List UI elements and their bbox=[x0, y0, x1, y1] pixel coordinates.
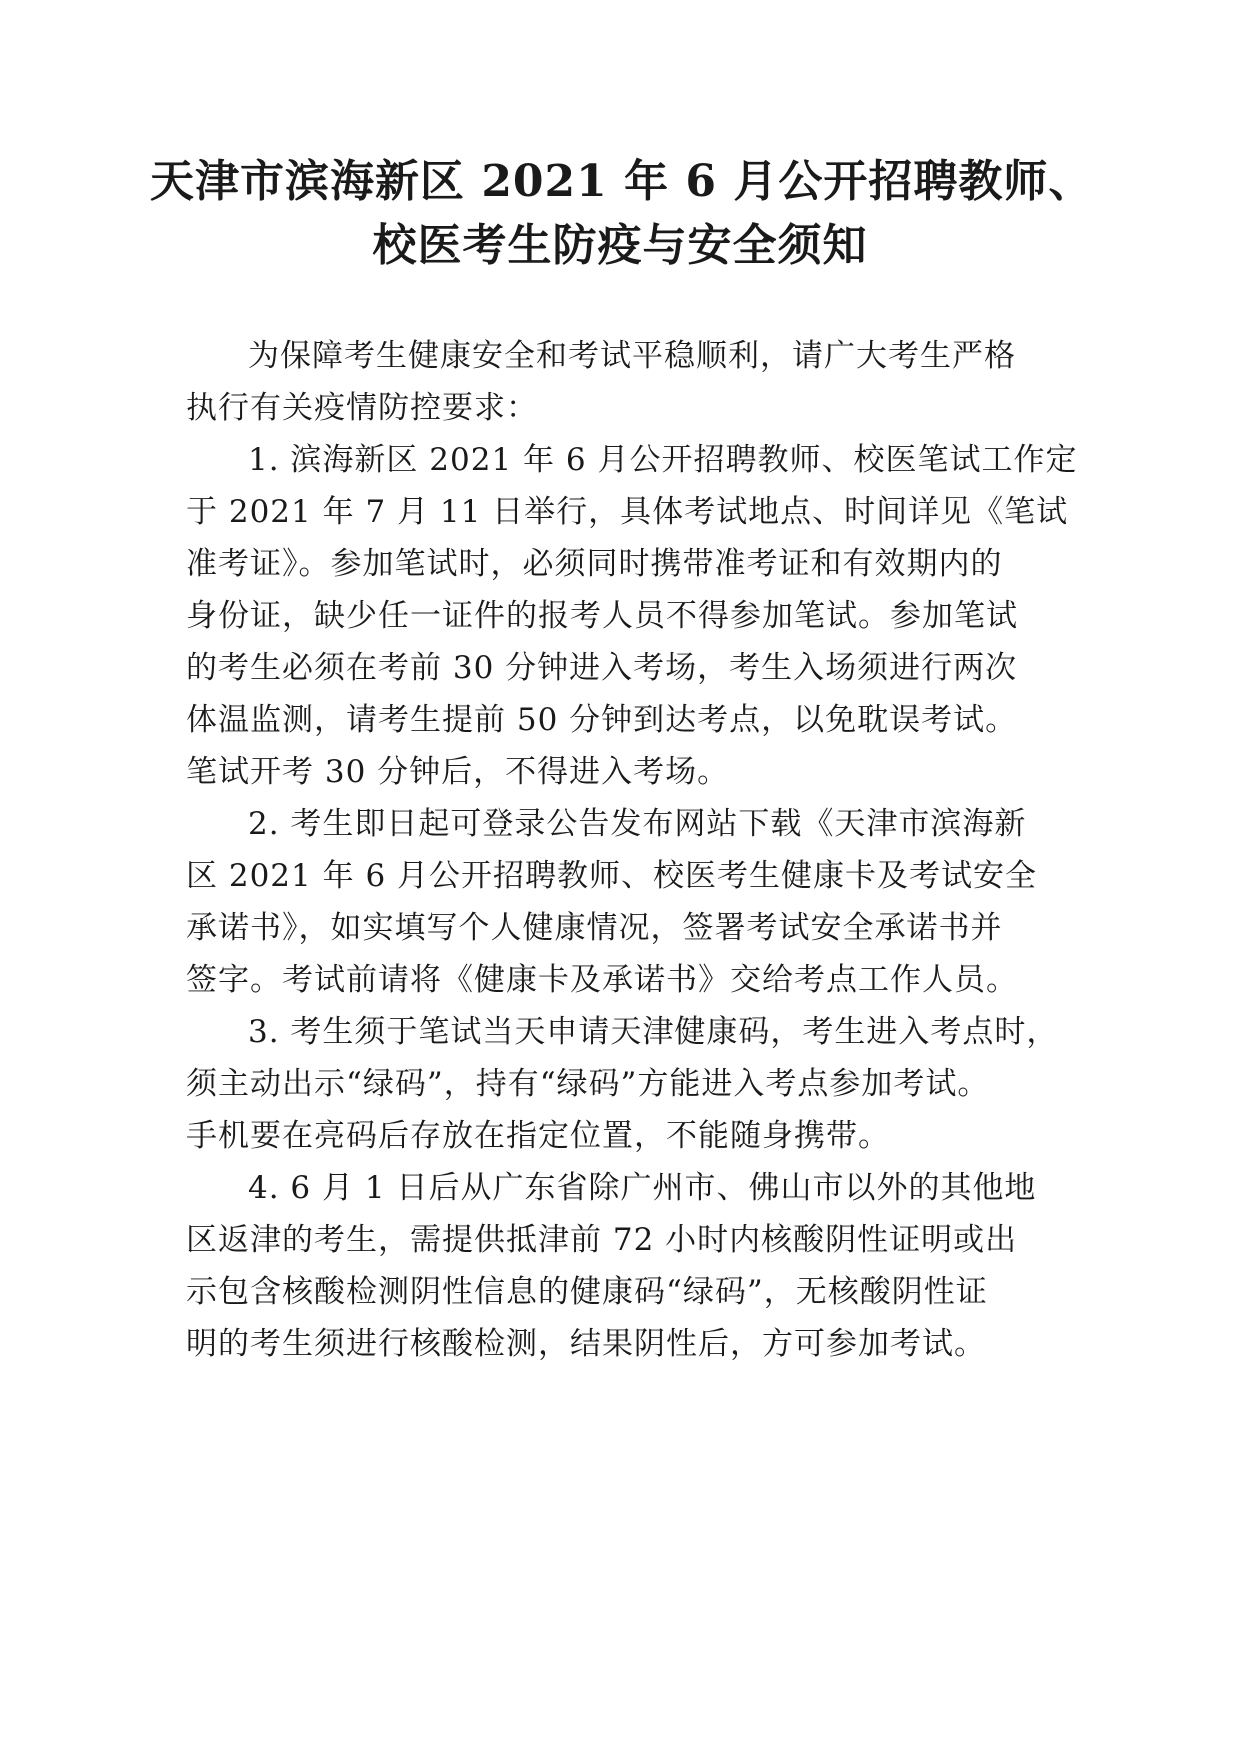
item-paragraph-1 bbox=[186, 434, 1078, 798]
title-line: 校医考生防疫与安全须知 bbox=[372, 220, 868, 271]
item-paragraph-3 bbox=[186, 1006, 1066, 1162]
title-line: 天津市滨海新区 2021 年 6 月公开招聘教师、 bbox=[150, 156, 1094, 207]
text-line: 须主动出示“绿码”，持有“绿码”方能进入考点参加考试。 bbox=[186, 1066, 990, 1102]
text-line: 区 2021 年 6 月公开招聘教师、校医考生健康卡及考试安全 bbox=[186, 858, 1038, 894]
text-line: 签字。考试前请将《健康卡及承诺书》交给考点工作人员。 bbox=[186, 962, 1018, 998]
document-title bbox=[150, 150, 1094, 278]
text-line: 3. 考生须于笔试当天申请天津健康码，考生进入考点时， bbox=[248, 1014, 1059, 1050]
text-line: 2. 考生即日起可登录公告发布网站下载《天津市滨海新 bbox=[248, 806, 1027, 842]
text-line: 执行有关疫情防控要求： bbox=[186, 390, 538, 426]
text-line: 1. 滨海新区 2021 年 6 月公开招聘教师、校医笔试工作定 bbox=[248, 442, 1078, 478]
text-line: 承诺书》，如实填写个人健康情况，签署考试安全承诺书并 bbox=[186, 910, 1003, 946]
text-line: 明的考生须进行核酸检测，结果阴性后，方可参加考试。 bbox=[186, 1326, 986, 1362]
item-paragraph-2 bbox=[186, 798, 1066, 1006]
intro-paragraph bbox=[186, 330, 1066, 434]
text-line: 示包含核酸检测阴性信息的健康码“绿码”，无核酸阴性证 bbox=[186, 1274, 988, 1310]
text-line: 准考证》。参加笔试时，必须同时携带准考证和有效期内的 bbox=[186, 546, 1003, 582]
text-line: 手机要在亮码后存放在指定位置，不能随身携带。 bbox=[186, 1118, 890, 1154]
text-line: 4. 6 月 1 日后从广东省除广州市、佛山市以外的其他地 bbox=[248, 1170, 1037, 1206]
item-paragraph-4 bbox=[186, 1162, 1066, 1370]
document-body bbox=[186, 330, 1078, 1370]
text-line: 体温监测，请考生提前 50 分钟到达考点，以免耽误考试。 bbox=[186, 702, 1018, 738]
text-line: 区返津的考生，需提供抵津前 72 小时内核酸阴性证明或出 bbox=[186, 1222, 1018, 1258]
text-line: 的考生必须在考前 30 分钟进入考场，考生入场须进行两次 bbox=[186, 650, 1018, 686]
text-line: 为保障考生健康安全和考试平稳顺利，请广大考生严格 bbox=[248, 338, 1016, 374]
text-line: 身份证，缺少任一证件的报考人员不得参加笔试。参加笔试 bbox=[186, 598, 1018, 634]
text-line: 于 2021 年 7 月 11 日举行，具体考试地点、时间详见《笔试 bbox=[186, 494, 1069, 530]
text-line: 笔试开考 30 分钟后，不得进入考场。 bbox=[186, 754, 730, 790]
